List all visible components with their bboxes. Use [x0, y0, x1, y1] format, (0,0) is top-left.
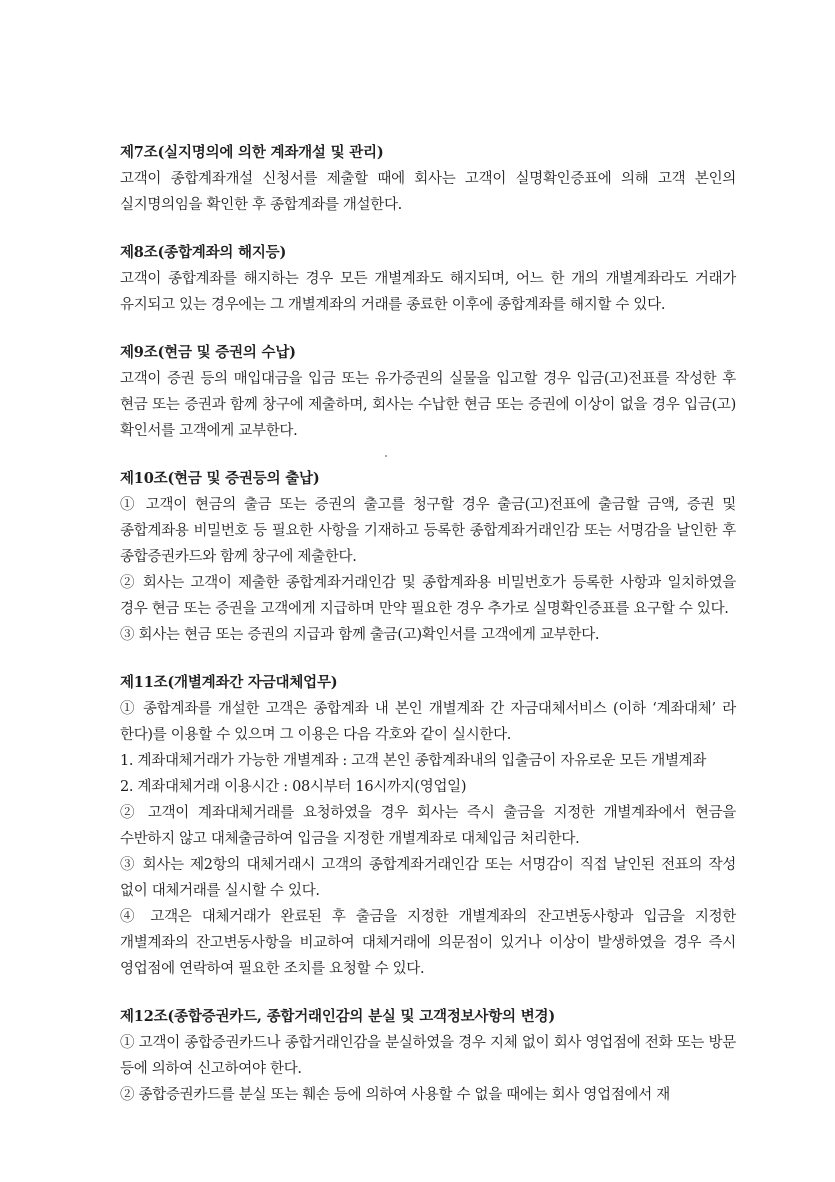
article-paragraph: 2. 계좌대체거래 이용시간 : 08시부터 16시까지(영업일)	[120, 779, 467, 795]
article-paragraph: ② 회사는 고객이 제출한 종합계좌거래인감 및 종합계좌용 비밀번호가 등록한 사항과 일치하였을 경우 현금 또는 증권을 고객에게 지급하며 만약 필요한 경우 추가로 실명확인증표를 요구할 수 있다.	[120, 575, 736, 617]
article-title: 제10조(현금 및 증권등의 출납)	[120, 470, 320, 487]
article-paragraph: 고객이 종합계좌개설 신청서를 제출할 때에 회사는 고객이 실명확인증표에 의해 고객 본인의 실지명의임을 확인한 후 종합계좌를 개설한다.	[120, 171, 736, 213]
article-paragraph: ④ 고객은 대체거래가 완료된 후 출금을 지정한 개별계좌의 잔고변동사항과 입금을 지정한 개별계좌의 잔고변동사항을 비교하여 대체거래에 의문점이 있거나 이상이 발생하였을 경우 즉시 영업점에 연락하여 필요한 조치를 요청할 수 있다.	[120, 909, 736, 977]
article-7	[120, 140, 736, 218]
article-paragraph: ① 고객이 현금의 출금 또는 증권의 출고를 청구할 경우 출금(고)전표에 출금할 금액, 증권 및 종합계좌용 비밀번호 등 필요한 사항을 기재하고 등록한 종합계좌거래인감 또는 서명감을 날인한 후 종합증권카드와 함께 창구에 제출한다.	[120, 497, 737, 565]
article-paragraph: ③ 회사는 제2항의 대체거래시 고객의 종합계좌거래인감 또는 서명감이 직접 날인된 전표의 작성 없이 대체거래를 실시할 수 있다.	[120, 857, 736, 899]
article-title: 제9조(현금 및 증권의 수납)	[120, 344, 296, 361]
article-title: 제12조(종합증권카드, 종합거래인감의 분실 및 고객정보사항의 변경)	[120, 1008, 555, 1025]
article-10	[120, 466, 736, 648]
article-paragraph: ① 고객이 종합증권카드나 종합거래인감을 분실하였을 경우 지체 없이 회사 영업점에 전화 또는 방문 등에 의하여 신고하여야 한다.	[120, 1035, 736, 1077]
article-title: 제8조(종합계좌의 해지등)	[120, 244, 287, 261]
article-paragraph: 1. 계좌대체거래가 가능한 개별계좌 : 고객 본인 종합계좌내의 입출금이 자유로운 모든 개별계좌	[120, 753, 707, 769]
article-paragraph: ② 고객이 계좌대체거래를 요청하였을 경우 회사는 즉시 출금을 지정한 개별계좌에서 현금을 수반하지 않고 대체출금하여 입금을 지정한 개별계좌로 대체입금 처리한다.	[120, 805, 736, 847]
article-paragraph: ③ 회사는 현금 또는 증권의 지급과 함께 출금(고)확인서를 고객에게 교부한다.	[120, 627, 600, 643]
article-paragraph: ② 종합증권카드를 분실 또는 훼손 등에 의하여 사용할 수 없을 때에는 회사 영업점에서 재	[120, 1087, 670, 1103]
article-paragraph: 고객이 종합계좌를 해지하는 경우 모든 개별계좌도 해지되며, 어느 한 개의 개별계좌라도 거래가 유지되고 있는 경우에는 그 개별계좌의 거래를 종료한 이후에 종합계좌를 해지할 수 있다.	[120, 271, 736, 313]
article-8	[120, 240, 736, 318]
article-9	[120, 340, 736, 444]
scan-speck	[385, 455, 387, 457]
article-12	[120, 1004, 736, 1108]
article-paragraph: ① 종합계좌를 개설한 고객은 종합계좌 내 본인 개별계좌 간 자금대체서비스 (이하 ‘계좌대체’ 라 한다)를 이용할 수 있으며 그 이용은 다음 각호와 같이 실시한다.	[120, 701, 736, 743]
article-11	[120, 670, 736, 982]
document-page	[120, 140, 736, 1130]
article-title: 제11조(개별계좌간 자금대체업무)	[120, 674, 338, 691]
article-paragraph: 고객이 증권 등의 매입대금을 입금 또는 유가증권의 실물을 입고할 경우 입금(고)전표를 작성한 후 현금 또는 증권과 함께 창구에 제출하며, 회사는 수납한 현금 또는 증권에 이상이 없을 경우 입금(고)확인서를 고객에게 교부한다.	[120, 371, 736, 439]
article-title: 제7조(실지명의에 의한 계좌개설 및 관리)	[120, 144, 384, 161]
